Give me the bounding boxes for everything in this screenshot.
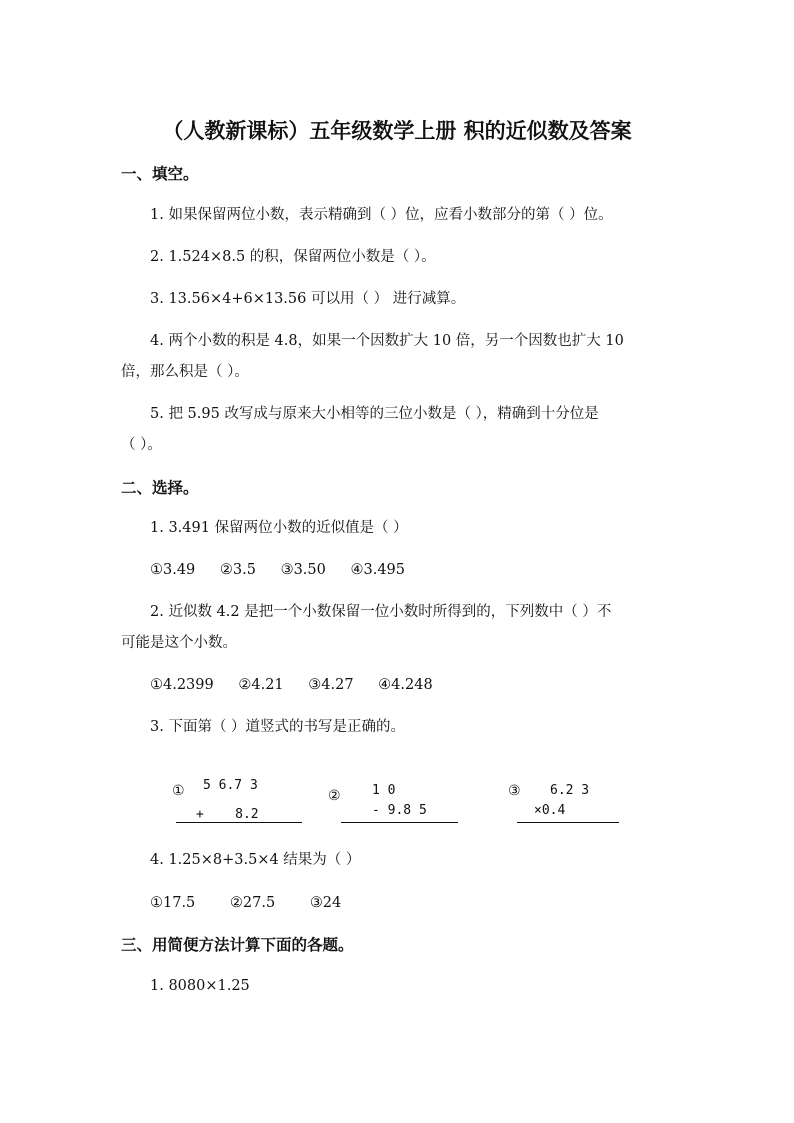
option: ②3.5 (219, 562, 256, 578)
question-2-3: 3. 下面第（ ）道竖式的书写是正确的。 (150, 719, 406, 735)
option: ③3.50 (280, 562, 326, 578)
calc-2-bottom: - 9.8 5 (372, 803, 427, 818)
question-3-1: 1. 8080×1.25 (150, 978, 250, 994)
calc-1-bottom: + 8.2 (196, 807, 259, 822)
calc-3-underline (517, 822, 619, 823)
calc-1-underline (176, 822, 302, 823)
question-1-1: 1. 如果保留两位小数，表示精确到（ ）位，应看小数部分的第（ ）位。 (150, 207, 613, 223)
question-1-4-line-1: 4. 两个小数的积是 4.8，如果一个因数扩大 10 倍，另一个因数也扩大 10 (150, 333, 624, 349)
option: ②4.21 (238, 677, 284, 693)
calc-3-top: 6.2 3 (550, 783, 590, 798)
calc-1-label: ① (172, 783, 185, 799)
question-2-2-options (150, 675, 453, 695)
option: ④4.248 (378, 677, 433, 693)
option: ①3.49 (150, 562, 196, 578)
option: ②27.5 (229, 895, 276, 911)
question-2-4: 4. 1.25×8+3.5×4 结果为（ ） (150, 852, 361, 868)
calc-3-bottom: ×0.4 (534, 803, 566, 818)
calc-2-top: 1 0 (372, 783, 396, 798)
question-2-2-line-1: 2. 近似数 4.2 是把一个小数保留一位小数时所得到的，下列数中（ ）不 (150, 604, 612, 620)
question-2-2-line-2: 可能是这个小数。 (121, 635, 237, 651)
question-2-1-options (150, 560, 425, 580)
section-heading-fill-blank: 一、填空。 (121, 164, 199, 183)
calc-2-label: ② (328, 788, 341, 804)
calc-1-top: 5 6.7 3 (203, 778, 258, 793)
option: ①4.2399 (150, 677, 214, 693)
section-heading-choice: 二、选择。 (121, 478, 199, 497)
option: ④3.495 (350, 562, 405, 578)
question-1-2: 2. 1.524×8.5 的积，保留两位小数是（ ）。 (150, 249, 436, 265)
question-1-4-line-2: 倍，那么积是（ ）。 (121, 364, 249, 380)
option: ③24 (309, 895, 342, 911)
question-1-3: 3. 13.56×4+6×13.56 可以用（ ） 进行减算。 (150, 291, 466, 307)
calc-3-label: ③ (508, 783, 521, 799)
question-1-5-line-2: （ ）。 (121, 437, 162, 453)
option: ③4.27 (308, 677, 354, 693)
option: ①17.5 (150, 895, 196, 911)
section-heading-simplify: 三、用简便方法计算下面的各题。 (121, 935, 354, 954)
calc-2-underline (341, 822, 458, 823)
question-1-5-line-1: 5. 把 5.95 改写成与原来大小相等的三位小数是（ ），精确到十分位是 (150, 406, 599, 422)
question-2-4-options (150, 893, 361, 913)
page-title: （人教新课标）五年级数学上册 积的近似数及答案 (162, 118, 632, 143)
question-2-1: 1. 3.491 保留两位小数的近似值是（ ） (150, 520, 408, 536)
